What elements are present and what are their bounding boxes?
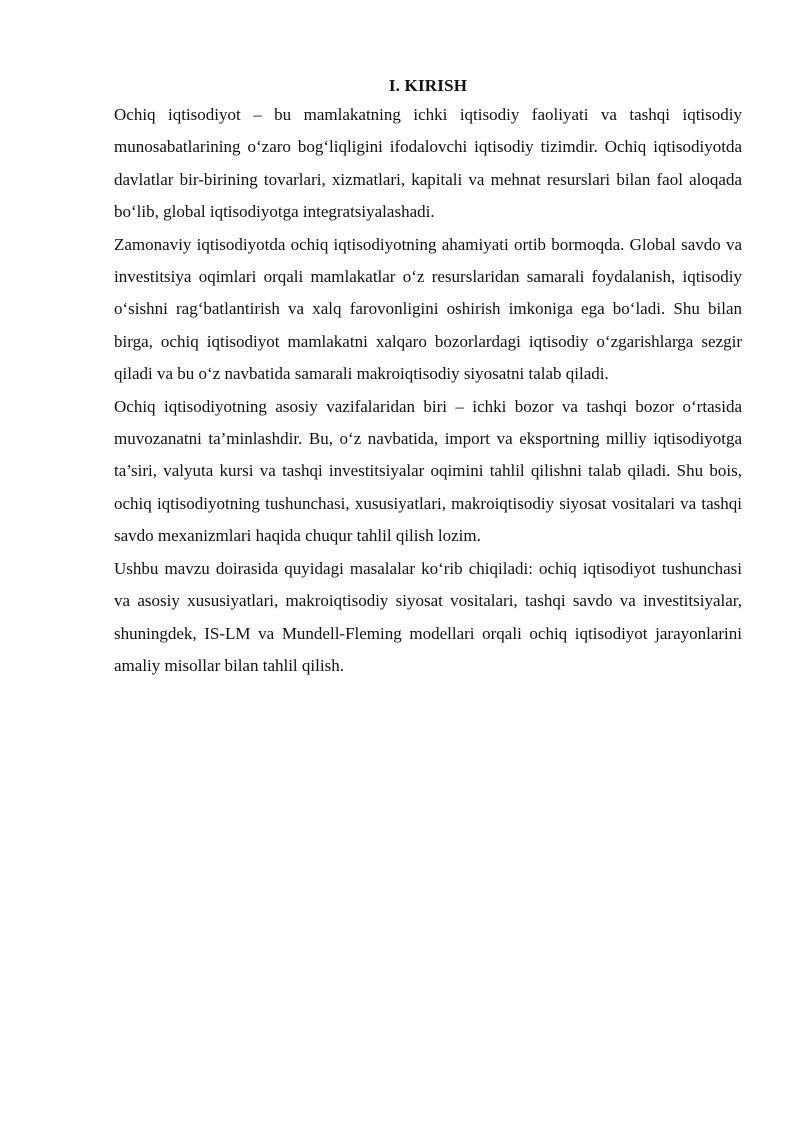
paragraph-2: Zamonaviy iqtisodiyotda ochiq iqtisodiyotning ahamiyati ortib bormoqda. Global savdo va investitsiya oqimlari orqali mamlakatlar o‘z resurslaridan samarali foydalanish, iqtisodiy o‘sishni rag‘batlantirish va xalq farovonligini oshirish imkoniga ega bo‘ladi. Shu bilan birga, ochiq iqtisodiyot mamlakatni xalqaro bozorlardagi iqtisodiy o‘zgarishlarga sezgir qiladi va bu o‘z navbatida samarali makroiqtisodiy siyosatni talab qiladi. bbox=[114, 234, 742, 384]
paragraph-3: Ochiq iqtisodiyotning asosiy vazifalaridan biri – ichki bozor va tashqi bozor o‘rtasida muvozanatni ta’minlashdir. Bu, o‘z navbatida, import va eksportning milliy iqtisodiyotga ta’siri, valyuta kursi va tashqi investitsiyalar oqimini tahlil qilishni talab qiladi. Shu bois, ochiq iqtisodiyotning tushunchasi, xususiyatlari, makroiqtisodiy siyosat vositalari va tashqi savdo mexanizmlari haqida chuqur tahlil qilish lozim. bbox=[114, 396, 742, 546]
section-heading: I. KIRISH bbox=[388, 76, 468, 95]
paragraph-4: Ushbu mavzu doirasida quyidagi masalalar ko‘rib chiqiladi: ochiq iqtisodiyot tushunchasi va asosiy xususiyatlari, makroiqtisodiy siyosat vositalari, tashqi savdo va investitsiyalar, shuningdek, IS-LM va Mundell-Fleming modellari orqali ochiq iqtisodiyot jarayonlarini amaliy misollar bilan tahlil qilish. bbox=[114, 558, 742, 675]
document-page bbox=[114, 74, 742, 682]
paragraph-1: Ochiq iqtisodiyot – bu mamlakatning ichki iqtisodiy faoliyati va tashqi iqtisodiy munosabatlarining o‘zaro bog‘liqligini ifodalovchi iqtisodiy tizimdir. Ochiq iqtisodiyotda davlatlar bir-birining tovarlari, xizmatlari, kapitali va mehnat resurslari bilan faol aloqada bo‘lib, global iqtisodiyotga integratsiyalashadi. bbox=[114, 105, 742, 222]
